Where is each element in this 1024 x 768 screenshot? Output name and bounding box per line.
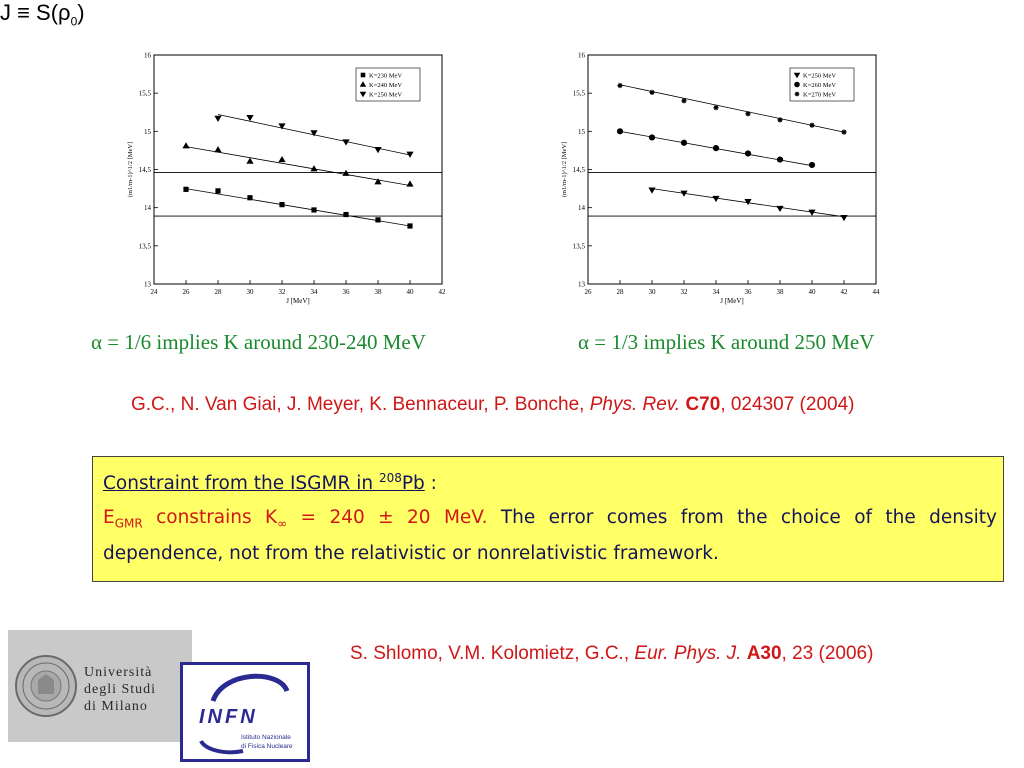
egmr-symbol: E [103,507,115,529]
right-y-tick-label: 15,5 [572,89,585,98]
chart-left [118,44,454,308]
constraint-box [92,456,1004,582]
left-legend-label: K=250 MeV [369,91,403,99]
infn-sub1: Istituto Nazionale [241,734,291,741]
reference-epja [350,643,873,665]
left-data-point [311,207,316,212]
right-x-tick-label: 30 [648,288,656,296]
constraint-rest: The error comes from the choice of the density dependence, not from the relativistic or nonrelativistic framework. [103,507,997,564]
right-y-tick-label: 16 [578,51,585,60]
unimi-line2: degli Studi [84,682,157,697]
ref2-rest: , 23 (2006) [781,643,874,664]
right-y-axis-label: (m1/m-1)^1/2 [MeV] [561,141,568,198]
left-y-tick-label: 13 [144,280,151,289]
left-y-tick-label: 16 [144,51,151,60]
left-x-axis-label: J [MeV] [286,297,310,305]
right-data-point [745,111,750,116]
right-data-point [841,129,846,134]
right-legend-label: K=260 MeV [803,82,837,89]
left-y-tick-label: 14 [144,204,151,213]
left-x-tick-label: 30 [246,288,254,296]
left-data-point [279,202,284,207]
left-x-tick-label: 38 [374,288,382,296]
eq-close: ) [77,0,85,25]
unimi-logo [8,630,192,742]
left-legend-marker [361,73,366,78]
constrains-text: constrains K [142,507,278,529]
left-x-tick-label: 36 [342,288,350,296]
right-data-point [713,105,718,110]
ref2-volume: A30 [746,643,782,664]
left-x-tick-label: 24 [150,288,158,296]
right-x-axis-label: J [MeV] [720,297,744,305]
right-x-tick-label: 36 [744,288,752,296]
right-y-tick-label: 15 [578,127,585,136]
left-x-tick-label: 40 [406,288,414,296]
left-y-tick-label: 13,5 [138,242,151,251]
right-data-point [617,128,623,134]
egmr-sub: GMR [114,516,143,531]
left-y-tick-label: 14,5 [138,166,151,174]
symmetry-energy-definition [0,0,1024,28]
left-data-point [183,187,188,192]
right-legend-marker [795,92,800,97]
title-sup: 208 [378,471,402,485]
right-y-tick-label: 13,5 [572,242,585,251]
title-pre: Constraint from the ISGMR in [103,473,379,495]
chart-right [552,44,888,308]
right-x-tick-label: 40 [808,288,816,296]
ref2-journal: Eur. Phys. J. [634,643,742,664]
left-y-tick-label: 15,5 [138,89,151,98]
right-legend-label: K=270 MeV [803,91,837,99]
left-x-tick-label: 34 [310,288,318,296]
title-post: Pb [401,473,425,495]
caption-right: α = 1/3 implies K around 250 MeV [578,330,875,354]
right-data-point [809,162,815,168]
unimi-seal-icon [8,630,192,742]
infn-text: INFN [199,706,258,728]
left-data-point [343,212,348,217]
right-x-tick-label: 42 [840,288,848,296]
right-x-tick-label: 38 [776,288,784,296]
ref1-authors: G.C., N. Van Giai, J. Meyer, K. Bennaceur, P. Bonche, [131,394,590,415]
unimi-line1: Università [84,665,153,680]
left-x-tick-label: 26 [182,288,190,296]
unimi-line3: di Milano [84,699,148,714]
right-x-tick-label: 44 [872,288,880,296]
right-data-point [777,117,782,122]
right-data-point [681,140,687,146]
left-legend-label: K=240 MeV [369,82,403,89]
eq-sub: 0 [70,14,78,29]
left-data-point [247,195,252,200]
left-x-tick-label: 32 [278,288,286,296]
right-data-point [649,134,655,140]
right-y-tick-label: 14,5 [572,166,585,174]
ref1-volume: C70 [685,394,721,415]
left-data-point [215,188,220,193]
constraint-title [103,473,425,494]
right-x-tick-label: 32 [680,288,688,296]
right-y-tick-label: 13 [578,280,585,289]
constraint-title-line [103,463,997,499]
eq-main: J ≡ S(ρ [0,0,71,25]
left-y-tick-label: 15 [144,127,151,136]
infn-logo [180,662,310,762]
caption-left: α = 1/6 implies K around 230-240 MeV [91,330,426,354]
constraint-body [103,503,997,569]
infn-sub2: di Fisica Nucleare [241,743,293,750]
right-data-point [745,150,751,156]
right-data-point [777,156,783,162]
right-x-tick-label: 34 [712,288,720,296]
right-legend-marker [794,82,800,88]
left-x-tick-label: 42 [438,288,446,296]
ref1-journal: Phys. Rev. [589,394,681,415]
left-data-point [375,217,380,222]
left-legend-label: K=230 MeV [369,72,403,80]
reference-prc [131,394,854,416]
ref1-rest: , 024307 (2004) [720,394,855,415]
right-x-tick-label: 28 [616,288,624,296]
k-sub: ∞ [277,516,288,531]
right-y-tick-label: 14 [578,204,585,213]
right-x-tick-label: 26 [584,288,592,296]
right-legend-label: K=250 MeV [803,72,837,80]
left-y-axis-label: (m1/m-1)^1/2 [MeV] [127,141,134,198]
title-colon: : [424,473,437,495]
infn-emblem-icon [183,665,307,759]
k-value: = 240 ± 20 MeV. [287,507,488,529]
right-data-point [713,145,719,151]
ref2-authors: S. Shlomo, V.M. Kolomietz, G.C., [350,643,635,664]
left-x-tick-label: 28 [214,288,222,296]
left-data-point [407,223,412,228]
